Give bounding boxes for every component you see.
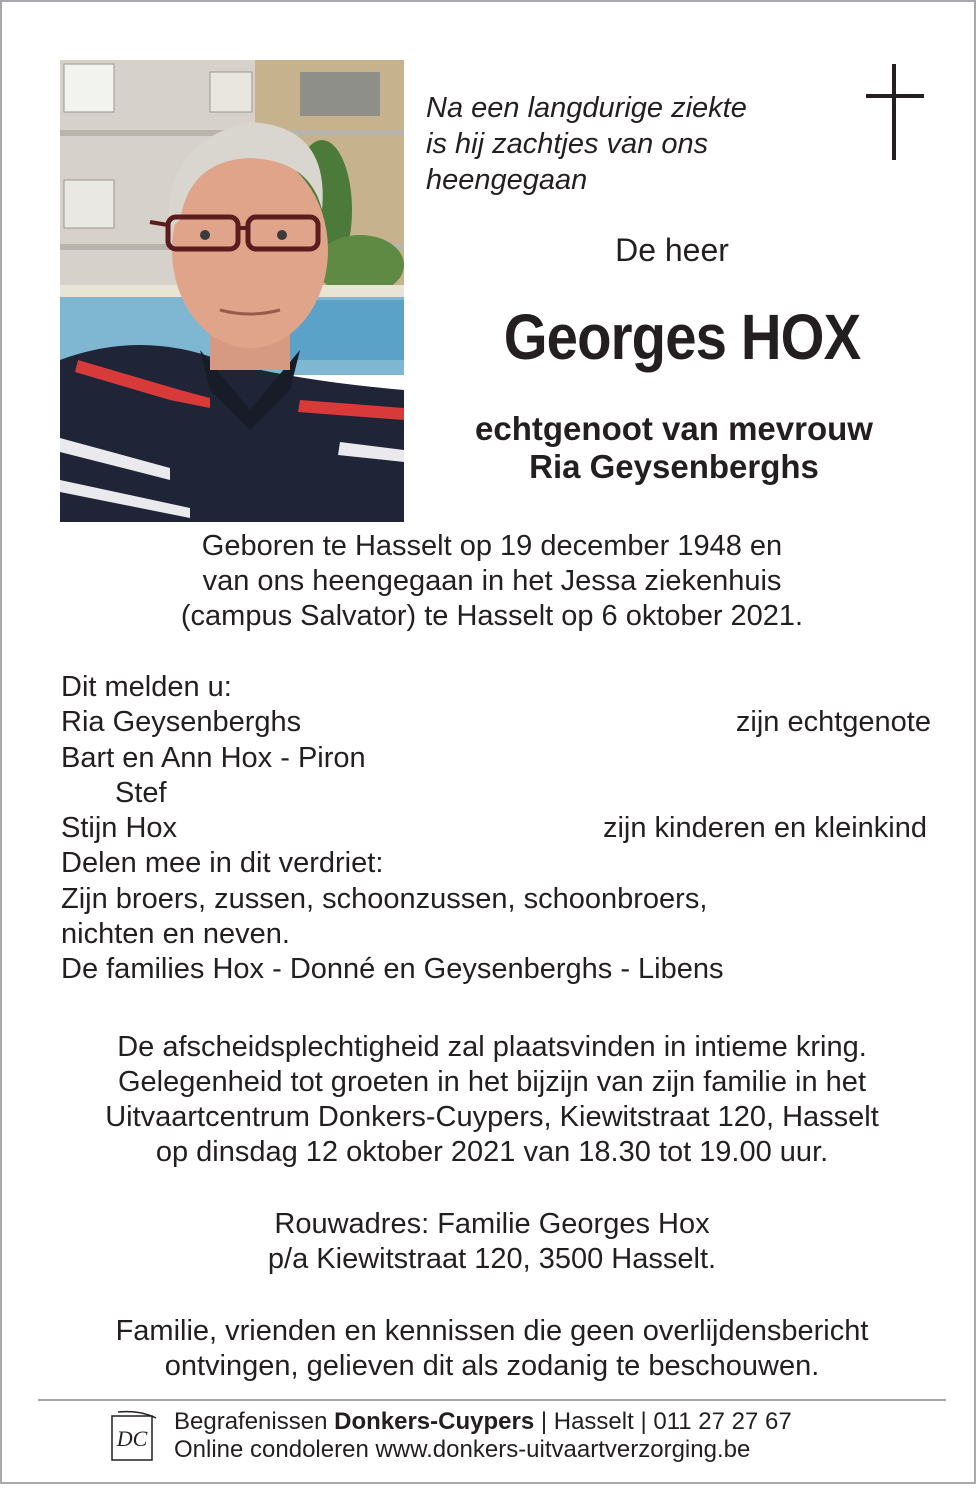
- share-intro: Delen mee in dit verdriet:: [61, 847, 384, 880]
- family-list: [61, 670, 931, 988]
- notice-line: Familie, vrienden en kennissen die geen overlijdensbericht: [115, 1315, 869, 1347]
- deceased-name: Georges HOX: [503, 301, 861, 373]
- footer-divider: [38, 1399, 946, 1401]
- footer-line-company: [174, 1408, 792, 1436]
- spouse-name: Ria Geysenberghs: [529, 448, 819, 485]
- address-line: Rouwadres: Familie Georges Hox: [274, 1208, 710, 1240]
- families-line: De families Hox - Donné en Geysenberghs - Libens: [61, 953, 724, 986]
- family-row: [61, 705, 931, 740]
- address-line: p/a Kiewitstraat 120, 3500 Hasselt.: [267, 1243, 717, 1275]
- footer-prefix: Begrafenissen: [174, 1408, 335, 1435]
- birth-line: Geboren te Hasselt op 19 december 1948 en: [201, 530, 783, 562]
- family-intro: Dit melden u:: [61, 671, 232, 703]
- birth-line: (campus Salvator) te Hasselt op 6 oktober 2021.: [180, 600, 804, 632]
- funeral-home-logo: [110, 1410, 158, 1462]
- condolence-label: Online condoleren: [174, 1436, 376, 1463]
- logo-text: DC: [116, 1426, 148, 1451]
- ceremony-line: De afscheidsplechtigheid zal plaatsvinden in intieme kring.: [117, 1031, 867, 1063]
- family-member: Ria Geysenberghs: [61, 706, 302, 739]
- website-link[interactable]: www.donkers-uitvaartverzorging.be: [375, 1436, 751, 1463]
- family-role: zijn echtgenote: [735, 706, 931, 739]
- family-member: Bart en Ann Hox - Piron: [61, 741, 366, 774]
- portrait-image: [60, 60, 404, 522]
- ceremony-line: Gelegenheid tot groeten in het bijzijn van zijn familie in het: [117, 1066, 866, 1098]
- quote-line: Na een langdurige ziekte: [426, 92, 747, 124]
- footer-text: [174, 1408, 792, 1464]
- honorific: De heer: [615, 232, 729, 268]
- family-role: zijn kinderen en kleinkind: [602, 812, 927, 845]
- mourning-address: [42, 1207, 942, 1277]
- notice-line: ontvingen, gelieven dit als zodanig te beschouwen.: [164, 1350, 820, 1382]
- company-name: Donkers-Cuypers: [334, 1408, 535, 1435]
- family-member: Stijn Hox: [61, 812, 178, 845]
- footer-line-website: [174, 1436, 792, 1464]
- family-row: [61, 811, 931, 846]
- notice-text: [42, 1314, 942, 1384]
- portrait-photo: [60, 60, 404, 522]
- family-member: Stef: [115, 776, 167, 809]
- ceremony-line: Uitvaartcentrum Donkers-Cuypers, Kiewitstraat 120, Hasselt: [105, 1101, 879, 1133]
- ceremony-text: [42, 1030, 942, 1170]
- birth-death-text: [42, 529, 942, 634]
- quote-line: heengegaan: [426, 164, 588, 196]
- quote-line: is hij zachtjes van ons: [426, 128, 709, 160]
- birth-line: van ons heengegaan in het Jessa ziekenhuis: [202, 565, 782, 597]
- ceremony-line: op dinsdag 12 oktober 2021 van 18.30 tot 19.00 uur.: [155, 1136, 829, 1168]
- relatives-line: nichten en neven.: [61, 918, 290, 951]
- spouse-line: echtgenoot van mevrouw: [475, 410, 873, 447]
- relatives-line: Zijn broers, zussen, schoonzussen, schoonbroers,: [61, 882, 708, 915]
- city-phone: | Hasselt | 011 27 27 67: [534, 1408, 792, 1435]
- cross-icon: [866, 64, 924, 160]
- spouse-block: [422, 410, 926, 486]
- opening-quote: [426, 90, 826, 198]
